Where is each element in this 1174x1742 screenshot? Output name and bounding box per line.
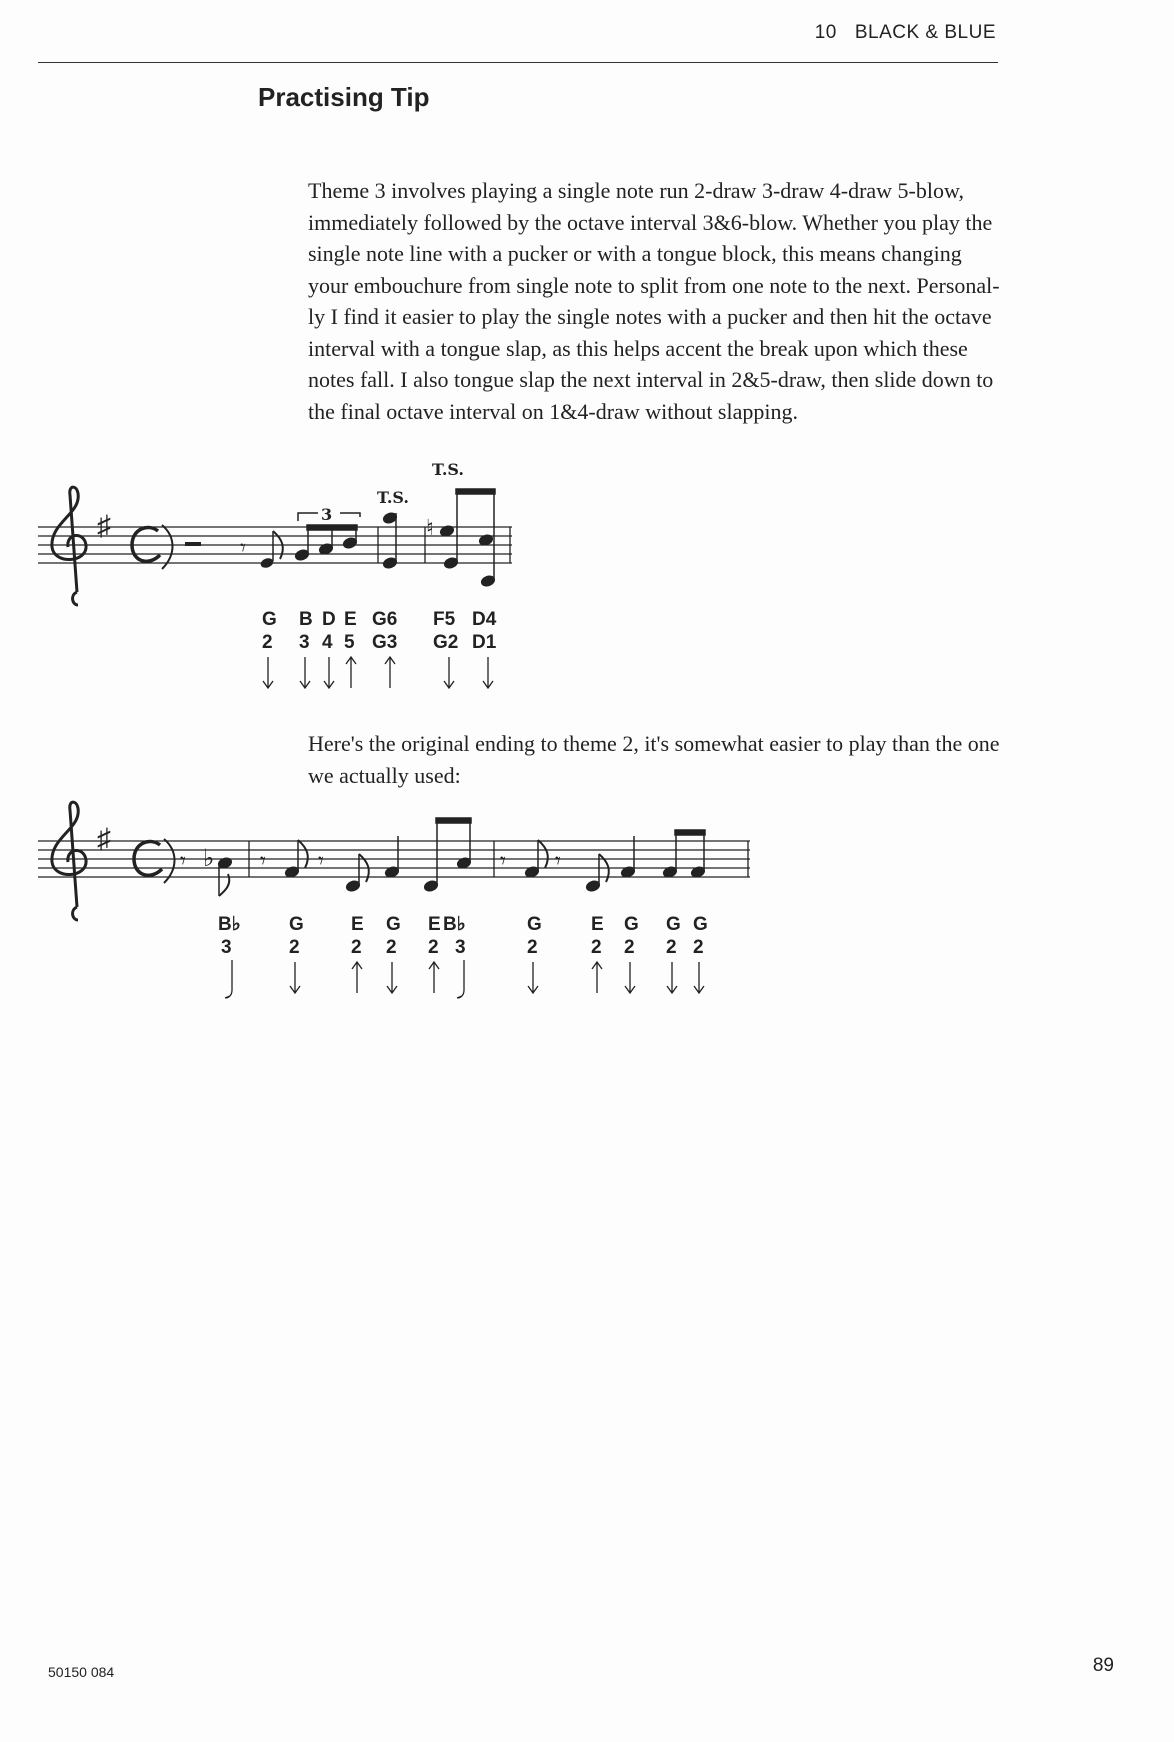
chapter-number: 10 bbox=[814, 22, 837, 43]
natural-sign-icon: ♮ bbox=[426, 515, 434, 540]
catalog-number: 50150 084 bbox=[48, 1664, 115, 1680]
half-rest-icon bbox=[185, 542, 201, 546]
svg-text:E: E bbox=[591, 914, 604, 935]
eighth-rest-icon: 𝄾 bbox=[500, 848, 506, 873]
tab-column bbox=[218, 914, 241, 998]
header-rule bbox=[38, 62, 998, 63]
eighth-rest-icon: 𝄾 bbox=[260, 848, 266, 873]
svg-text:2: 2 bbox=[527, 937, 538, 958]
key-signature-sharp-icon: ♯ bbox=[97, 823, 111, 854]
tab-column bbox=[624, 914, 639, 993]
svg-text:E: E bbox=[428, 914, 441, 935]
tab-column bbox=[443, 914, 466, 998]
note-bflat bbox=[217, 857, 232, 896]
tongue-slap-mark: T.S. bbox=[377, 488, 409, 507]
svg-text:E: E bbox=[344, 609, 357, 630]
tab-column bbox=[372, 609, 397, 688]
note-group-e-bflat bbox=[423, 818, 471, 892]
paragraph-line: the final octave interval on 1&4-draw without slapping. bbox=[308, 398, 798, 424]
harmonica-tab-1 bbox=[262, 609, 497, 688]
practising-tip-paragraph bbox=[308, 175, 1108, 427]
svg-text:G: G bbox=[527, 914, 542, 935]
svg-text:4: 4 bbox=[322, 632, 333, 653]
paragraph-line: interval with a tongue slap, as this helps accent the break upon which these bbox=[308, 335, 968, 361]
svg-text:2: 2 bbox=[428, 937, 439, 958]
tab-column bbox=[591, 914, 604, 993]
note-e bbox=[345, 854, 369, 892]
paragraph-line: your embouchure from single note to split from one note to the next. Personal- bbox=[308, 272, 1000, 298]
note-g-quarter bbox=[620, 836, 635, 878]
tab-column bbox=[262, 609, 277, 688]
chapter-title: BLACK & BLUE bbox=[854, 22, 996, 43]
svg-text:3: 3 bbox=[221, 937, 232, 958]
treble-clef-icon bbox=[52, 802, 86, 920]
tab-column bbox=[351, 914, 364, 993]
key-signature-sharp-icon: ♯ bbox=[97, 510, 111, 541]
treble-clef-icon bbox=[52, 487, 86, 605]
svg-text:F5: F5 bbox=[433, 609, 456, 630]
harmonica-tab-2 bbox=[218, 914, 708, 998]
svg-text:G2: G2 bbox=[433, 632, 459, 653]
paragraph-line: single note line with a pucker or with a tongue block, this means changing bbox=[308, 241, 962, 266]
tab-column bbox=[666, 914, 681, 993]
svg-text:5: 5 bbox=[344, 632, 355, 653]
tab-column bbox=[344, 609, 357, 688]
running-header bbox=[815, 22, 996, 44]
svg-text:E: E bbox=[351, 914, 364, 935]
tab-column bbox=[289, 914, 304, 993]
flat-sign-icon: ♭ bbox=[203, 845, 215, 872]
svg-text:2: 2 bbox=[693, 937, 704, 958]
svg-text:G3: G3 bbox=[372, 632, 398, 653]
music-example-1 bbox=[0, 455, 1174, 705]
svg-text:G: G bbox=[624, 914, 639, 935]
svg-text:G: G bbox=[666, 914, 681, 935]
tab-column bbox=[386, 914, 401, 993]
ending-intro-paragraph bbox=[308, 728, 1108, 791]
tab-column bbox=[693, 914, 708, 993]
svg-text:G6: G6 bbox=[372, 609, 398, 630]
svg-text:B♭: B♭ bbox=[218, 914, 241, 935]
svg-text:2: 2 bbox=[351, 937, 362, 958]
svg-text:2: 2 bbox=[386, 937, 397, 958]
paragraph-line: Theme 3 involves playing a single note run 2-draw 3-draw 4-draw 5-blow, bbox=[308, 178, 964, 203]
svg-text:3: 3 bbox=[455, 937, 466, 958]
paragraph-line: immediately followed by the octave interval 3&6-blow. Whether you play the bbox=[308, 209, 993, 235]
note-e bbox=[585, 854, 609, 892]
paragraph-line: ly I find it easier to play the single notes with a pucker and then hit the octave bbox=[308, 304, 992, 329]
svg-text:B: B bbox=[299, 609, 313, 630]
eighth-rest-icon: 𝄾 bbox=[180, 848, 186, 873]
eighth-rest-icon: 𝄾 bbox=[555, 848, 561, 873]
svg-text:D4: D4 bbox=[472, 609, 497, 630]
svg-text:G: G bbox=[289, 914, 304, 935]
triplet-number: 3 bbox=[321, 505, 333, 524]
paragraph-line: Here's the original ending to theme 2, it's somewhat easier to play than the one bbox=[308, 731, 1000, 756]
svg-text:D: D bbox=[322, 609, 336, 630]
svg-text:G: G bbox=[262, 609, 277, 630]
svg-text:2: 2 bbox=[591, 937, 602, 958]
eighth-rest-icon: 𝄾 bbox=[240, 535, 246, 560]
note-g-quarter bbox=[384, 836, 399, 878]
note-g-octave bbox=[382, 512, 397, 570]
tab-column bbox=[527, 914, 542, 993]
svg-text:2: 2 bbox=[666, 937, 677, 958]
svg-text:2: 2 bbox=[624, 937, 635, 958]
svg-text:3: 3 bbox=[299, 632, 310, 653]
tab-column bbox=[433, 609, 458, 688]
eighth-rest-icon: 𝄾 bbox=[318, 848, 324, 873]
music-example-2 bbox=[0, 800, 1174, 1020]
svg-text:2: 2 bbox=[262, 632, 273, 653]
tab-column bbox=[299, 609, 313, 688]
svg-text:B♭: B♭ bbox=[443, 914, 466, 935]
svg-text:2: 2 bbox=[289, 937, 300, 958]
svg-text:D1: D1 bbox=[472, 632, 497, 653]
note-group-g-g bbox=[662, 830, 705, 878]
tab-column bbox=[322, 609, 336, 688]
tongue-slap-mark: T.S. bbox=[432, 460, 464, 479]
section-title: Practising Tip bbox=[258, 82, 430, 112]
paragraph-line: notes fall. I also tongue slap the next interval in 2&5-draw, then slide down to bbox=[308, 367, 994, 392]
svg-text:G: G bbox=[386, 914, 401, 935]
note-g bbox=[259, 531, 283, 569]
tab-column bbox=[428, 914, 441, 993]
svg-text:G: G bbox=[693, 914, 708, 935]
note-group-b-d-e bbox=[294, 525, 357, 561]
note-group-f-d-octaves bbox=[439, 489, 495, 587]
tab-column bbox=[472, 609, 497, 688]
page-number: 89 bbox=[1092, 1655, 1114, 1676]
paragraph-line: we actually used: bbox=[308, 762, 461, 788]
